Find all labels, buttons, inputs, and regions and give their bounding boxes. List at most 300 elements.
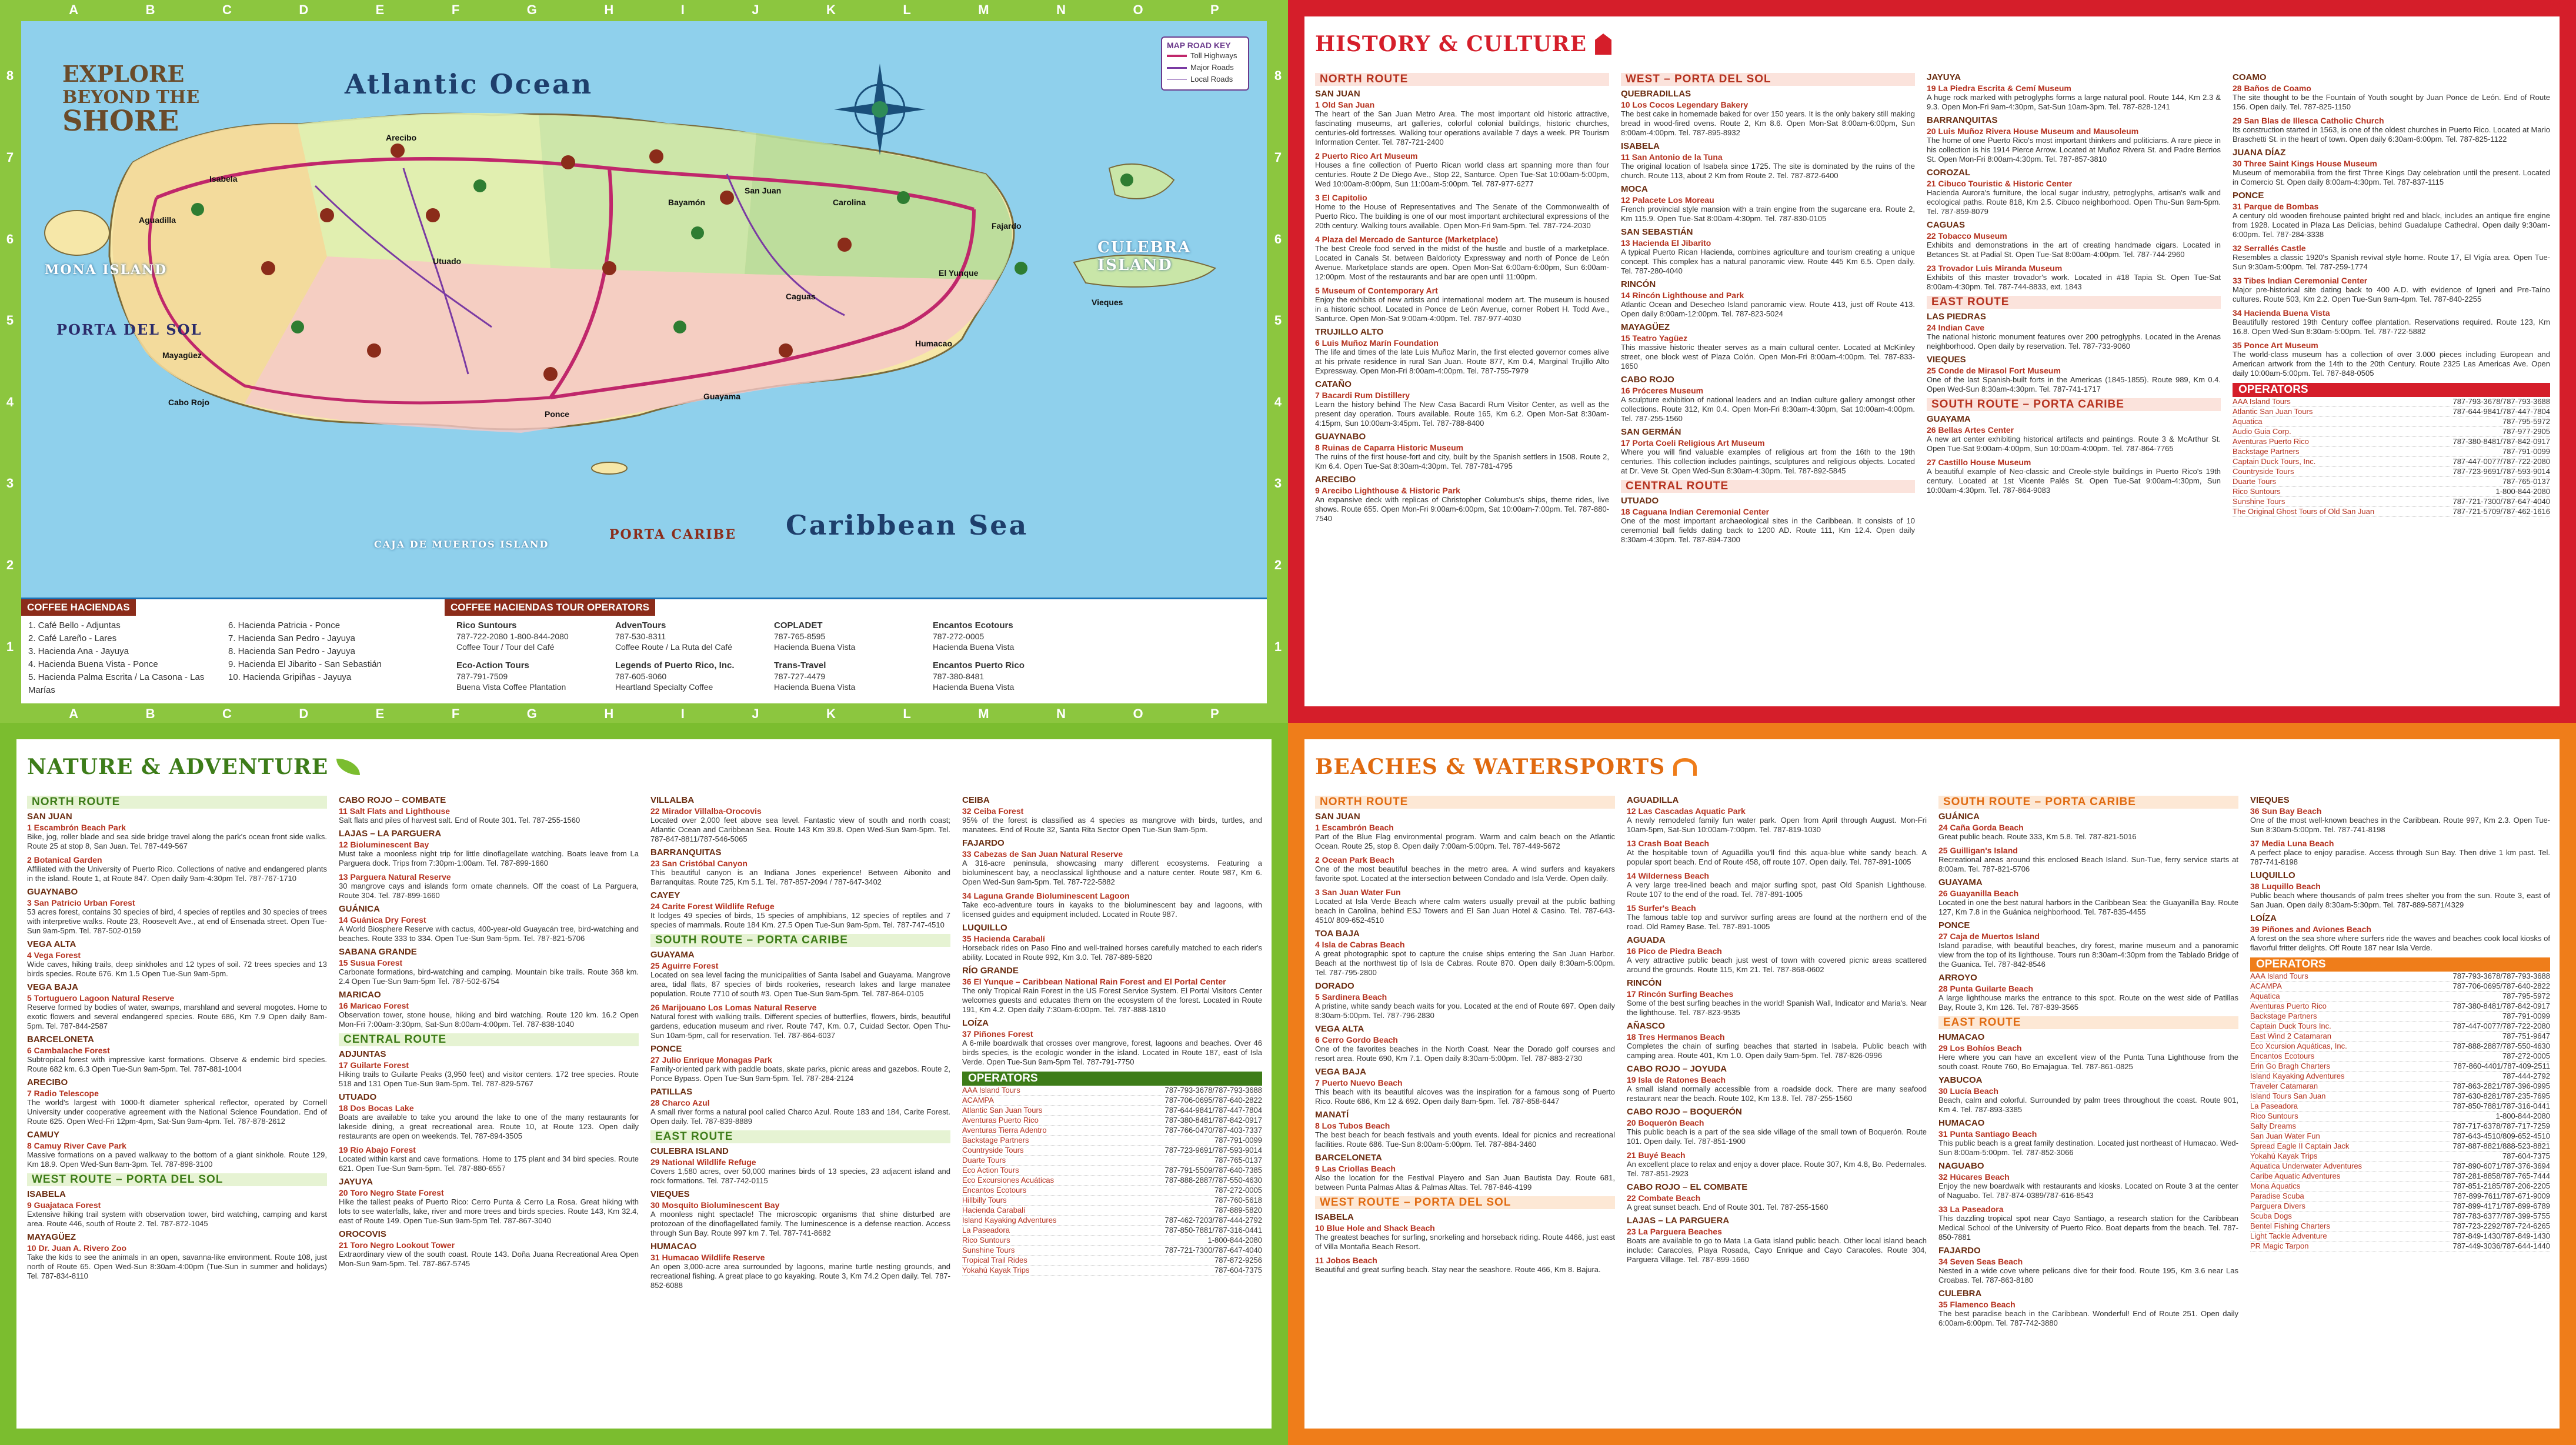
operator-phone: 787-272-0005 [2502, 1052, 2550, 1060]
location-label: SAN GERMÁN [1621, 427, 1681, 437]
location-label: TOA BAJA [1315, 929, 1360, 939]
location-label: CAYEY [650, 890, 680, 900]
operator-name: Eco Action Tours [962, 1166, 1019, 1174]
listing-description: Home to the House of Representatives and The Senate of the Commonwealth of Puerto Rico. The building is one of our most important architectural expressions of the 20th century. Walking tours available. Open Mon-Fri 9am-5pm. Tel. 787-724-2030 [1315, 202, 1609, 230]
listing-description: Resembles a classic 1920's Spanish revival style home. Route 17, El Vigía area. Open Tue-Sun 9:30am-5:00pm. Tel. 787-259-1774 [2233, 253, 2550, 271]
listing-title: 31 Punta Santiago Beach [1938, 1129, 2037, 1139]
operator-name: AAA Island Tours [962, 1086, 1020, 1094]
listing-title: 5 Sardinera Beach [1315, 992, 1387, 1002]
operator-row [2250, 1192, 2550, 1202]
location-label: SAN JUAN [1315, 812, 1360, 822]
grid-number: 5 [1274, 313, 1282, 328]
operator-name: Parguera Divers [2250, 1202, 2305, 1210]
listing-title: 12 Las Cascadas Aquatic Park [1627, 806, 1746, 816]
city-label: Vieques [1092, 298, 1123, 307]
location-label: HUMACAO [1938, 1032, 1985, 1042]
operator-name: Eco Xcursion Aquáticas, Inc. [2250, 1042, 2347, 1050]
listing-description: Hiking trails to Guilarte Peaks (3,950 feet) and visitor centers. 172 tree species. Route 518 and 131 Open Tue-Sun 9am-5pm. Tel. 787-829-5767 [339, 1070, 639, 1088]
listing-title: 31 Parque de Bombas [2233, 202, 2319, 211]
listing-title: 1 Old San Juan [1315, 100, 1375, 109]
listing-title: 2 Puerto Rico Art Museum [1315, 151, 1418, 161]
operator-phone: 787-791-0099 [2502, 1012, 2550, 1020]
operator-phone: 787-850-7881/787-316-0441 [1164, 1226, 1262, 1234]
listing-title: 4 Plaza del Mercado de Santurce (Marketplace) [1315, 235, 1499, 244]
listing-title: 9 Arecibo Lighthouse & Historic Park [1315, 486, 1460, 495]
tour-phone: 787-791-7509 [456, 672, 508, 681]
listing-description: Covers 1,580 acres, over 50,000 marines birds of 13 species, 23 adjacent island and rock formations. Tel. 787-742-0115 [650, 1167, 950, 1185]
listing-entry [1315, 193, 1609, 231]
operator-row [2233, 467, 2550, 477]
operator-row [2233, 407, 2550, 417]
location-label: HUMACAO [1938, 1118, 1985, 1128]
listing-title: 9 Guajataca Forest [27, 1200, 101, 1210]
operator-row [2233, 397, 2550, 407]
listing-description: Public beach where thousands of palm trees shelter you from the sun. Route 3, east of San Juan. Open daily 8:30am-5:30pm. Tel. 787-889-5871/4329 [2250, 891, 2550, 909]
route-heading: WEST ROUTE – PORTA DEL SOL [1315, 1196, 1615, 1209]
beaches-col-3 [1938, 792, 2238, 1332]
listing-title: 24 Carite Forest Wildlife Refuge [650, 902, 775, 911]
grid-number: 8 [6, 68, 14, 84]
listing-entry [1315, 823, 1615, 851]
operator-row [962, 1116, 1262, 1126]
location-label: YABUCOA [1938, 1075, 1983, 1085]
operator-row [962, 1196, 1262, 1206]
city-label: Caguas [786, 292, 816, 301]
listing-entry [1627, 806, 1927, 835]
listing-entry [2233, 202, 2550, 239]
beaches-col-4 [2250, 792, 2550, 1252]
listing-entry [1927, 458, 2221, 495]
tour-operator [615, 660, 735, 692]
listing-description: Extraordinary view of the south coast. Route 143. Doña Juana Recreational Area Open Mon-Sun 9am-5pm. Tel. 787-867-5745 [339, 1250, 639, 1268]
operator-phone: 787-850-7881/787-316-0441 [2452, 1102, 2550, 1110]
tour-name: AdvenTours [615, 620, 666, 630]
operator-row [962, 1086, 1262, 1096]
listing-description: One of the last Spanish-built forts in the Americas (1845-1855). Route 989, Km 0.4. Open Wed-Sun 8:30am-4:30pm. Tel. 787-741-1717 [1927, 375, 2221, 393]
tour-note: Buena Vista Coffee Plantation [456, 682, 566, 692]
location-label: LUQUILLO [962, 923, 1007, 933]
listing-title: 33 Tibes Indian Ceremonial Center [2233, 276, 2368, 285]
location-label: AGUADA [1627, 935, 1666, 945]
listing-entry [650, 1157, 950, 1186]
listing-entry [339, 1001, 639, 1029]
listing-description: Observation tower, stone house, hiking and bird watching. Route 120 km. 16.2 Open Mon-Fri 7:00am-3:30pm, Sat-Sun 8:00am-4:00pm. Tel. 787-838-1040 [339, 1010, 639, 1029]
operator-name: Island Kayaking Adventures [2250, 1072, 2345, 1080]
listing-entry [1621, 100, 1915, 138]
grid-number: 7 [6, 149, 14, 165]
grid-number: 1 [6, 639, 14, 654]
city-label: Guayama [703, 392, 741, 401]
listing-title: 39 Piñones and Aviones Beach [2250, 925, 2371, 934]
operator-name: Hillbilly Tours [962, 1196, 1007, 1204]
operator-row [2233, 437, 2550, 447]
listing-title: 37 Media Luna Beach [2250, 839, 2334, 848]
listing-description: Nested in a wide cove where pelicans dive for their food. Route 195, Km 3.6 near Las Croabas. Tel. 787-863-8180 [1938, 1266, 2238, 1284]
location-label: VEGA BAJA [1315, 1067, 1366, 1077]
listing-title: 20 Luis Muñoz Rivera House Museum and Mausoleum [1927, 126, 2139, 136]
nature-col-2 [339, 792, 639, 1273]
operator-phone: 787-630-8281/787-235-7695 [2452, 1092, 2550, 1100]
listing-entry [1315, 1078, 1615, 1106]
listing-description: Located on sea level facing the municipalities of Santa Isabel and Guayama. Mangrove area, tidal flats, 87 species of birds rookeries, research lakes and large manatee population. Route 7710 of south #3. Open Tue-Sun 9am-5pm. Tel. 787-864-0105 [650, 970, 950, 998]
listing-description: A 6-mile boardwalk that crosses over mangrove, forest, lagoons and beaches. Over 46 birds species, is the ecologic wonder in the island. Located in Route 187, east of Isla Verde. Open Tue-Sun 9am-5pm Tel. 787-791-7750 [962, 1039, 1262, 1066]
listing-title: 7 Bacardi Rum Distillery [1315, 391, 1410, 400]
porta-del-sol-label: PORTA DEL SOL [56, 321, 202, 338]
operator-row [962, 1096, 1262, 1106]
operator-name: Encantos Ecotours [2250, 1052, 2315, 1060]
location-label: GUAYNABO [1315, 432, 1366, 442]
listing-entry [962, 934, 1262, 962]
location-label: CULEBRA ISLAND [650, 1146, 729, 1156]
listing-description: The heart of the San Juan Metro Area. The most important old historic attractive, fascinating museums, art galleries, colorful colonial buildings, historic churches, centuries-old fortresses. Walking tour operations available 7 days a week. PR Tourism Information Center. Tel. 787-721-2400 [1315, 109, 1609, 146]
operator-row [2250, 1102, 2550, 1112]
operator-name: Aquatica [2233, 417, 2263, 426]
grid-letter: G [526, 706, 537, 721]
operator-phone: 787-795-5972 [2502, 992, 2550, 1000]
listing-title: 12 Palacete Los Moreau [1621, 195, 1714, 205]
location-label: BARRANQUITAS [650, 847, 722, 857]
grid-letter: L [903, 706, 911, 721]
listing-description: A large lighthouse marks the entrance to this spot. Route on the west side of Patillas Bay, Route 3, Km 126. Tel. 787-839-3565 [1938, 993, 2238, 1012]
tour-phone: 787-722-2080 1-800-844-2080 [456, 632, 569, 641]
operator-phone: 787-721-7300/787-647-4040 [2452, 497, 2550, 506]
church-icon [1595, 34, 1611, 55]
operator-name: Atlantic San Juan Tours [962, 1106, 1043, 1114]
grid-letter: E [375, 706, 385, 721]
listing-title: 8 Camuy River Cave Park [27, 1141, 126, 1150]
listing-title: 5 Museum of Contemporary Art [1315, 286, 1438, 295]
operator-name: Duarte Tours [962, 1156, 1006, 1164]
city-label: El Yunque [939, 268, 979, 278]
listing-title: 15 Teatro Yagüez [1621, 333, 1688, 343]
operator-name: Bentel Fishing Charters [2250, 1222, 2330, 1230]
tour-note: Heartland Specialty Coffee [615, 682, 713, 692]
listing-entry [1315, 1256, 1615, 1274]
listing-title: 2 Botanical Garden [27, 855, 102, 865]
listing-description: Exhibits and demonstrations in the art of creating handmade cigars. Located in Betances St. at Padial St. Open Tue-Sat 8:00am-4:00pm. Tel. 787-744-2960 [1927, 241, 2221, 259]
listing-title: 10 Blue Hole and Shack Beach [1315, 1223, 1435, 1233]
operator-row [2250, 1232, 2550, 1242]
location-label: CEIBA [962, 795, 990, 805]
listing-description: Beach, calm and colorful. Surrounded by palm trees throughout the coast. Route 901, Km 4. Tel. 787-893-3385 [1938, 1096, 2238, 1114]
grid-letter: H [604, 2, 614, 17]
location-label: JAYUYA [1927, 72, 1961, 82]
operator-phone: 787-462-7203/787-444-2792 [1164, 1216, 1262, 1224]
operator-row [962, 1146, 1262, 1156]
city-label: San Juan [745, 186, 782, 195]
tour-name: Encantos Puerto Rico [933, 660, 1025, 670]
grid-number: 3 [6, 476, 14, 491]
tour-note: Hacienda Buena Vista [933, 642, 1015, 652]
listing-description: The site thought to be the Fountain of Youth sought by Juan Ponce de León. End of Route 156. Open daily. Tel. 787-825-1150 [2233, 93, 2550, 111]
listing-description: Take eco-adventure tours in kayaks to the bioluminescent bay and lagoons, with licensed guides and equipment included. Located in Route 987. [962, 900, 1262, 919]
listing-title: 26 Guayanilla Beach [1938, 889, 2019, 898]
nature-adventure-panel [0, 723, 1288, 1445]
map-legend [21, 598, 1267, 703]
listing-title: 3 San Patricio Urban Forest [27, 898, 135, 907]
listing-entry [2233, 243, 2550, 272]
listing-entry [1938, 846, 2238, 874]
listing-title: 26 Bellas Artes Center [1927, 425, 2014, 435]
operator-name: Traveler Catamaran [2250, 1082, 2318, 1090]
location-label: ISABELA [1315, 1212, 1354, 1222]
operator-phone: 787-766-0470/787-403-7337 [1164, 1126, 1262, 1134]
operator-phone: 787-899-7611/787-671-9009 [2453, 1192, 2550, 1200]
map-panel [0, 0, 1288, 723]
operator-name: Captain Duck Tours, Inc. [2233, 457, 2316, 466]
grid-number: 6 [6, 231, 14, 246]
location-label: GUAYNABO [27, 887, 78, 897]
listing-title: 22 Tobacco Museum [1927, 231, 2007, 241]
location-label: ISABELA [1621, 141, 1660, 151]
listing-title: 23 La Parguera Beaches [1627, 1227, 1722, 1236]
listing-title: 29 National Wildlife Refuge [650, 1157, 756, 1167]
coffee-item: 9. Hacienda El Jibarito - San Sebastián [228, 659, 382, 669]
listing-description: A very large tree-lined beach and major surfing spot, past Old Spanish Lighthouse. Route 107 to the end of the road. Tel. 787-891-1005 [1627, 880, 1927, 899]
listing-title: 33 Cabezas de San Juan Natural Reserve [962, 849, 1123, 859]
listing-title: 14 Guánica Dry Forest [339, 915, 426, 925]
grid-letter: B [145, 706, 155, 721]
location-label: ARECIBO [27, 1077, 68, 1087]
listing-description: Wide caves, hiking trails, deep sinkholes and 12 types of soil. 72 trees species and 13 birds species. Route 676. Km 1.5 Open Tue-Sun 9am-5pm. [27, 960, 327, 978]
grid-number: 1 [1274, 639, 1282, 654]
location-label: GUÁNICA [339, 904, 380, 914]
listing-title: 25 Guilligan's Island [1938, 846, 2018, 855]
tour-operator [774, 660, 855, 692]
listing-title: 26 Marijouano Los Lomas Natural Reserve [650, 1003, 817, 1012]
listing-description: An open 3,000-acre area surrounded by lagoons, marine turtle nesting grounds, and recreational fishing. A great place to go kayaking. Route 3, Km 74.2 Open daily. Tel. 787-852-6088 [650, 1262, 950, 1290]
history-col-2 [1621, 69, 1915, 549]
location-label: SABANA GRANDE [339, 947, 417, 957]
tour-operator [456, 660, 566, 692]
listing-entry [1315, 992, 1615, 1020]
operator-phone: 787-791-0099 [1214, 1136, 1262, 1144]
listing-entry [1938, 932, 2238, 969]
operator-name: Aventuras Puerto Rico [962, 1116, 1039, 1124]
listing-entry [339, 1103, 639, 1141]
listing-entry [1938, 889, 2238, 917]
listing-title: 36 El Yunque – Caribbean National Rain Forest and El Portal Center [962, 977, 1226, 986]
listing-entry [1938, 1043, 2238, 1072]
listing-description: An excellent place to relax and enjoy a dover place. Route 307, Km 4.8, Bo. Pedernales. Tel. 787-851-2923 [1627, 1160, 1927, 1178]
listing-title: 34 Hacienda Buena Vista [2233, 308, 2330, 318]
operator-row [2250, 1212, 2550, 1222]
grid-letter: F [451, 706, 460, 721]
listing-entry [650, 1003, 950, 1040]
operator-phone: 787-888-2887/787-550-4630 [2452, 1042, 2550, 1050]
operator-name: Aquatica [2250, 992, 2280, 1000]
listing-entry [650, 902, 950, 930]
listing-entry [1938, 1086, 2238, 1114]
listing-title: 1 Escambrón Beach [1315, 823, 1394, 832]
listing-description: Beautiful and great surfing beach. Stay near the seashore. Route 466, Km 8. Bajura. [1315, 1265, 1601, 1274]
tour-name: Encantos Ecotours [933, 620, 1013, 630]
nature-heading: NATURE & ADVENTURE [27, 750, 360, 784]
listing-description: A small island normally accessible from a roadside dock. There are many seafood restaurant near the beach. Route 102, Km 13.8. Tel. 787-255-1560 [1627, 1084, 1927, 1103]
operator-row [2250, 1022, 2550, 1032]
listing-entry [1627, 1118, 1927, 1146]
listing-title: 4 Vega Forest [27, 950, 81, 960]
listing-entry [27, 823, 327, 851]
city-label: Utuado [433, 256, 462, 266]
listing-entry [1938, 1300, 2238, 1328]
listing-title: 3 San Juan Water Fun [1315, 887, 1401, 897]
grid-number: 2 [6, 558, 14, 573]
listing-description: Horseback rides on Paso Fino and well-trained horses carefully matched to each rider's ability. Located in Route 992, Km 3.0. Tel. 787-889-5820 [962, 943, 1262, 962]
grid-letter: J [752, 706, 759, 721]
operator-row [2250, 1142, 2550, 1152]
listing-entry [1927, 323, 2221, 351]
grid-letter: O [1133, 2, 1143, 17]
operator-row [2250, 1002, 2550, 1012]
operator-row [962, 1126, 1262, 1136]
listing-description: A new art center exhibiting historical artifacts and paintings. Route 3 & McArthur St. Open Tue-Sat 9:00am-4:00pm, Sun 10:00am-4:00pm. Tel. 787-864-7765 [1927, 435, 2221, 453]
operator-phone: 787-783-6377/787-399-5755 [2452, 1212, 2550, 1220]
listing-title: 7 Radio Telescope [27, 1089, 99, 1098]
listing-description: A sculpture exhibition of national leaders and an Indian culture gallery amongst other collections. Route 312, Km 0.4. Open Mon-Fri 8:30am-4:30pm, Sat 10:00am-4:00pm. Tel. 787-255-1560 [1621, 395, 1915, 423]
listing-entry [1621, 386, 1915, 423]
coffee-list-1 [21, 616, 221, 700]
listing-description: 53 acres forest, contains 30 species of bird, 4 species of reptiles and 30 species of trees with interpretive walks. Route 23, Roosevelt Ave., at end of Ensenada street. Open Tue-Sun 9am-5pm. Tel. 787-502-0159 [27, 907, 327, 935]
operator-name: Sunshine Tours [2233, 497, 2285, 506]
operator-phone: 787-863-2821/787-396-0995 [2452, 1082, 2550, 1090]
listing-description: Enjoy the exhibits of new artists and international modern art. The museum is housed in a historic school. Located in Ponce de León Avenue, corner Robert H. Todd Ave., Santurce. Open Mon-Sat 9:00am-4:00pm. Tel. 787-977-4030 [1315, 295, 1609, 323]
listing-entry [1315, 100, 1609, 147]
operator-phone: 787-723-2292/787-724-6265 [2452, 1222, 2550, 1230]
operator-row [962, 1206, 1262, 1216]
location-label: TRUJILLO ALTO [1315, 327, 1384, 337]
listing-description: The famous table top and survivor surfing areas are found at the northern end of the road. Old Ramey Base. Tel. 787-891-1005 [1627, 913, 1927, 931]
listing-description: A typical Puerto Rican Hacienda, combines agriculture and tourism creating a unique concept. This complex has a natural panoramic view. Route 445 Km 6.5. Open daily. Tel. 787-280-4040 [1621, 248, 1915, 275]
listing-description: A huge rock marked with petroglyphs forms a large natural pool. Route 144, Km 2.3 & 9.3. Open Mon-Fri 9am-4:30pm, Sat-Sun 10am-3pm. Tel. 787-828-1241 [1927, 93, 2221, 111]
tour-note: Coffee Route / La Ruta del Café [615, 642, 732, 652]
operator-row [2250, 1092, 2550, 1102]
grid-letter: P [1210, 706, 1219, 721]
operator-row [962, 1216, 1262, 1226]
location-label: LAS PIEDRAS [1927, 312, 1986, 322]
island-map[interactable] [21, 21, 1267, 598]
operator-name: Salty Dreams [2250, 1122, 2297, 1130]
operator-name: The Original Ghost Tours of Old San Juan [2233, 507, 2375, 516]
operator-name: Aventuras Puerto Rico [2250, 1002, 2327, 1010]
listing-title: 9 Las Criollas Beach [1315, 1164, 1396, 1173]
location-label: HUMACAO [650, 1242, 697, 1252]
tour-name: Rico Suntours [456, 620, 517, 630]
listing-title: 17 Rincón Surfing Beaches [1627, 989, 1734, 999]
operator-phone: 787-872-9256 [1214, 1256, 1262, 1264]
listing-description: An expansive deck with replicas of Christopher Columbus's ships, theme rides, live shows. Route 655. Open Mon-Fri 9:00am-6:00pm, Sat 10:00am-7:00pm. Tel. 787-880-7540 [1315, 495, 1609, 523]
listing-description: Exhibits of this master trovador's work. Located in #18 Tapia St. Open Tue-Sat 8:00am-4:30pm. Tel. 787-744-8833, ext. 1843 [1927, 273, 2221, 291]
beaches-col-1 [1315, 792, 1615, 1279]
operator-name: Backstage Partners [2250, 1012, 2317, 1020]
operator-phone: 787-272-0005 [1214, 1186, 1262, 1194]
operator-row [962, 1256, 1262, 1266]
operator-phone: 787-380-8481/787-842-0917 [2452, 437, 2550, 446]
operator-phone: 787-887-8821/888-523-8821 [2452, 1142, 2550, 1150]
grid-numbers-left [4, 35, 16, 688]
coffee-item: 3. Hacienda Ana - Jayuya [28, 646, 129, 656]
listing-description: The best Creole food served in the midst of the hustle and bustle of a marketplace. Located in Canals St. between Baldorioty Expressway and north of Ponce de León Avenue. Marketplace stands are open. Open Mon-Sat 6:00am-6:00pm, Sun 6:00am-12:00pm. Most of the restaurants and bar are open until 11:00pm. [1315, 244, 1609, 281]
listing-description: Great public beach. Route 333, Km 5.8. Tel. 787-821-5016 [1938, 832, 2137, 841]
listing-entry [1627, 839, 1927, 867]
operator-phone: 787-604-7375 [2502, 1152, 2550, 1160]
location-label: CABO ROJO – BOQUERÓN [1627, 1107, 1742, 1117]
grid-letter: G [526, 2, 537, 17]
grid-letter: I [680, 706, 685, 721]
operator-row [2250, 1222, 2550, 1232]
grid-letter: M [978, 706, 989, 721]
operator-name: AAA Island Tours [2233, 397, 2291, 406]
operator-phone: 787-281-8858/787-765-7444 [2452, 1172, 2550, 1180]
tour-phone: 787-605-9060 [615, 672, 667, 681]
listing-entry [27, 898, 327, 936]
listing-description: Houses a fine collection of Puerto Rican world class art spanning more than four centuries. Route 2 De Diego Ave., Stop 22, Santurce. Open Tue-Sat 10:00am-5:00pm, Wed 10:00am-8:00pm, Sun 11:00am-5:00pm. Tel. 787-977-6277 [1315, 161, 1609, 188]
listing-title: 1 Escambrón Beach Park [27, 823, 126, 832]
tour-name: Legends of Puerto Rico, Inc. [615, 660, 735, 670]
listing-description: Hike the tallest peaks of Puerto Rico: Cerro Punta & Cerro La Rosa. Great hiking with lots to see waterfalls, lake, river and more trees and birds species. Route 143, Km 32.4, east of Route 149. Open Tue-Sun 9am-5pm Tel. 787-867-3040 [339, 1197, 639, 1225]
grid-letter: H [604, 706, 614, 721]
operator-row [2250, 1242, 2550, 1252]
operator-phone: 787-795-5972 [2502, 417, 2550, 426]
listing-description: Part of the Blue Flag environmental program. Warm and calm beach on the Atlantic Ocean. Route 25, stop 8. Open daily 7:00am-5:00pm. Tel. 787-449-5672 [1315, 832, 1615, 850]
listing-description: A perfect place to enjoy paradise. Access through Sun Bay. Then drive 1 km past. Tel. 787-741-8198 [2250, 848, 2550, 866]
operator-row [2250, 1032, 2550, 1042]
listing-entry [1927, 425, 2221, 453]
listing-description: Natural forest with walking trails. Different species of butterflies, flowers, birds, beautiful gardens, education museum and river. Route 747, Km. 0.7, Cuidad Sector. Open Thu-Sun 10am-5pm, call for reservation. Tel. 787-864-6037 [650, 1012, 950, 1040]
listing-entry [27, 855, 327, 883]
listing-description: A pristine, white sandy beach waits for you. Located at the end of Route 697. Open daily 8:30am-5:00pm. Tel. 787-796-2830 [1315, 1002, 1615, 1020]
listing-title: 32 Serrallés Castle [2233, 243, 2306, 253]
tour-operator [615, 620, 732, 652]
grid-letter: F [451, 2, 460, 17]
tour-phone: 787-272-0005 [933, 632, 985, 641]
location-label: MANATÍ [1315, 1110, 1349, 1120]
listing-entry [1315, 391, 1609, 428]
listing-entry [1621, 152, 1915, 181]
listing-entry [1938, 1129, 2238, 1157]
grid-letters-top [35, 2, 1253, 16]
location-label: AGUADILLA [1627, 795, 1679, 805]
listing-description: Its construction started in 1563, is one of the oldest churches in Puerto Rico. Located at Mario Braschetti St. in the heart of town. Open daily 6:30am-6:00pm. Tel. 787-825-1122 [2233, 125, 2550, 144]
compass-rose-icon [834, 64, 926, 155]
operator-phone: 787-793-3678/787-793-3688 [2452, 397, 2550, 406]
listing-title: 16 Próceres Museum [1621, 386, 1704, 395]
listing-title: 35 Flamenco Beach [1938, 1300, 2016, 1309]
listing-description: This beach with its beautiful alcoves was the inspiration for a famous song of Puerto Rico. Route 686, Km 12 & 692. Open daily 8am-5pm. Tel. 787-858-6447 [1315, 1087, 1615, 1106]
listing-entry [27, 1200, 327, 1229]
listing-entry [1315, 855, 1615, 883]
grid-letter: A [69, 706, 79, 721]
listing-description: 30 mangrove cays and islands form ornate channels. Off the coast of La Parguera, Route 304. Tel. 787-899-1660 [339, 882, 639, 900]
operators-heading: OPERATORS [2250, 957, 2550, 972]
operator-phone: 787-643-4510/809-652-4510 [2452, 1132, 2550, 1140]
operator-row [2250, 972, 2550, 982]
grid-letters-bottom [35, 706, 1253, 720]
listing-title: 11 Jobos Beach [1315, 1256, 1377, 1265]
grid-letter: E [375, 2, 385, 17]
listing-entry [1621, 333, 1915, 371]
operator-phone: 787-851-2185/787-206-2205 [2452, 1182, 2550, 1190]
listing-entry [650, 859, 950, 887]
operator-phone: 787-793-3678/787-793-3688 [1164, 1086, 1262, 1094]
listing-description: A newly remodeled family fun water park. Open from April through August. Mon-Fri 10am-5pm, Sat-Sun 10:00am-7:00pm. Tel. 787-819-1030 [1627, 816, 1927, 834]
listing-entry [1621, 438, 1915, 476]
operator-name: Aventuras Puerto Rico [2233, 437, 2309, 446]
location-label: VIEQUES [2250, 795, 2290, 805]
listing-title: 28 Punta Guilarte Beach [1938, 984, 2034, 993]
listing-description: The home of one Puerto Rico's most important thinkers and politicians. A rare piece in his collection is his 1914 Pierce Arrow. Located at Muñoz Rivera St. and Padre Berrios St. Open Mon-Fri 8:00am-4:30pm. Tel. 787-857-3810 [1927, 136, 2221, 163]
city-label: Carolina [833, 198, 866, 207]
